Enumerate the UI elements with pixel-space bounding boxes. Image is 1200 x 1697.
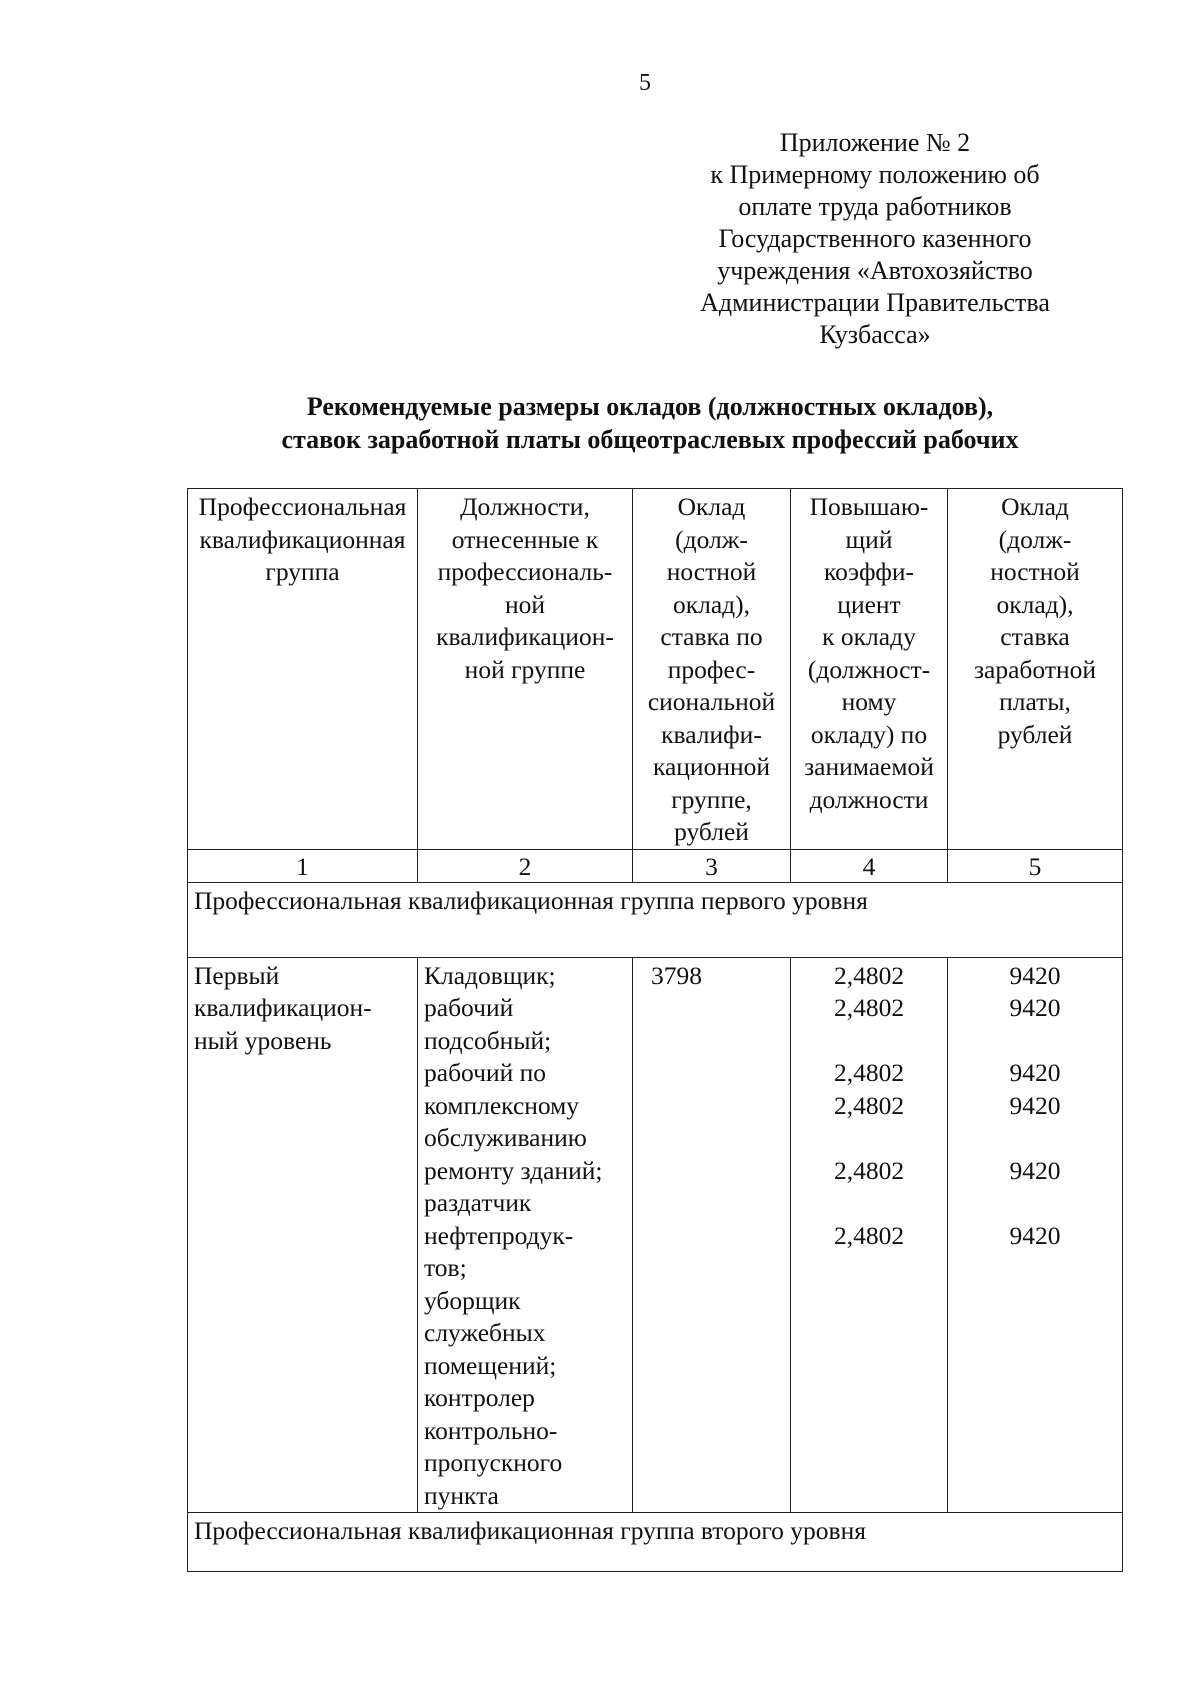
appendix-line: оплате труда работников: [738, 192, 1012, 221]
column-number: 1: [188, 849, 418, 882]
appendix-line: учреждения «Автохозяйство: [717, 256, 1033, 285]
document-title-line: ставок заработной платы общеотраслевых профессий рабочих: [281, 425, 1019, 454]
positions-cell: Кладовщик; рабочий подсобный; рабочий по комплексному обслуживанию ремонту зданий; раздатчик нефтепродук- тов; уборщик служебных помещений; контролер контрольно- пропускного пункта: [418, 957, 633, 1513]
table-row: [188, 957, 1123, 1513]
base-salary-cell: 3798: [633, 957, 791, 1513]
header-cell-base-salary: Оклад (долж- ностной оклад), ставка по профес- сиональной квалифи- кационной группе, рублей: [633, 489, 791, 850]
document-title-line: Рекомендуемые размеры окладов (должностных окладов),: [306, 392, 994, 421]
appendix-note: [680, 127, 1070, 351]
column-number: 2: [418, 849, 633, 882]
column-number: 3: [633, 849, 791, 882]
appendix-line: к Примерному положению об: [710, 160, 1040, 189]
page-number: 5: [639, 70, 651, 96]
header-cell-positions: Должности, отнесенные к профессиональ- ной квалификацион- ной группе: [418, 489, 633, 850]
section-row-second-level: [188, 1513, 1123, 1572]
column-number: 4: [791, 849, 948, 882]
section-title: Профессиональная квалификационная группа первого уровня: [188, 882, 1123, 957]
appendix-line: Кузбасса»: [819, 320, 931, 349]
header-cell-salary: Оклад (долж- ностной оклад), ставка заработной платы, рублей: [948, 489, 1123, 850]
document-title: [190, 390, 1110, 456]
header-cell-coefficient: Повышаю- щий коэффи- циент к окладу (должност- ному окладу) по занимаемой должности: [791, 489, 948, 850]
appendix-line: Государственного казенного: [718, 224, 1032, 253]
column-number: 5: [948, 849, 1123, 882]
table-header-row: [188, 489, 1123, 850]
section-row-first-level: [188, 882, 1123, 957]
salary-table: [187, 488, 1123, 1572]
column-number-row: [188, 849, 1123, 882]
header-cell-group: Профессиональная квалификационная группа: [188, 489, 418, 850]
coefficient-cell: 2,4802 2,4802 2,4802 2,4802 2,4802 2,4802: [791, 957, 948, 1513]
appendix-line: Администрации Правительства: [700, 288, 1050, 317]
level-cell: Первый квалификацион- ный уровень: [188, 957, 418, 1513]
appendix-line: Приложение № 2: [779, 128, 971, 157]
section-title: Профессиональная квалификационная группа второго уровня: [188, 1513, 1123, 1572]
salary-cell: 9420 9420 9420 9420 9420 9420: [948, 957, 1123, 1513]
